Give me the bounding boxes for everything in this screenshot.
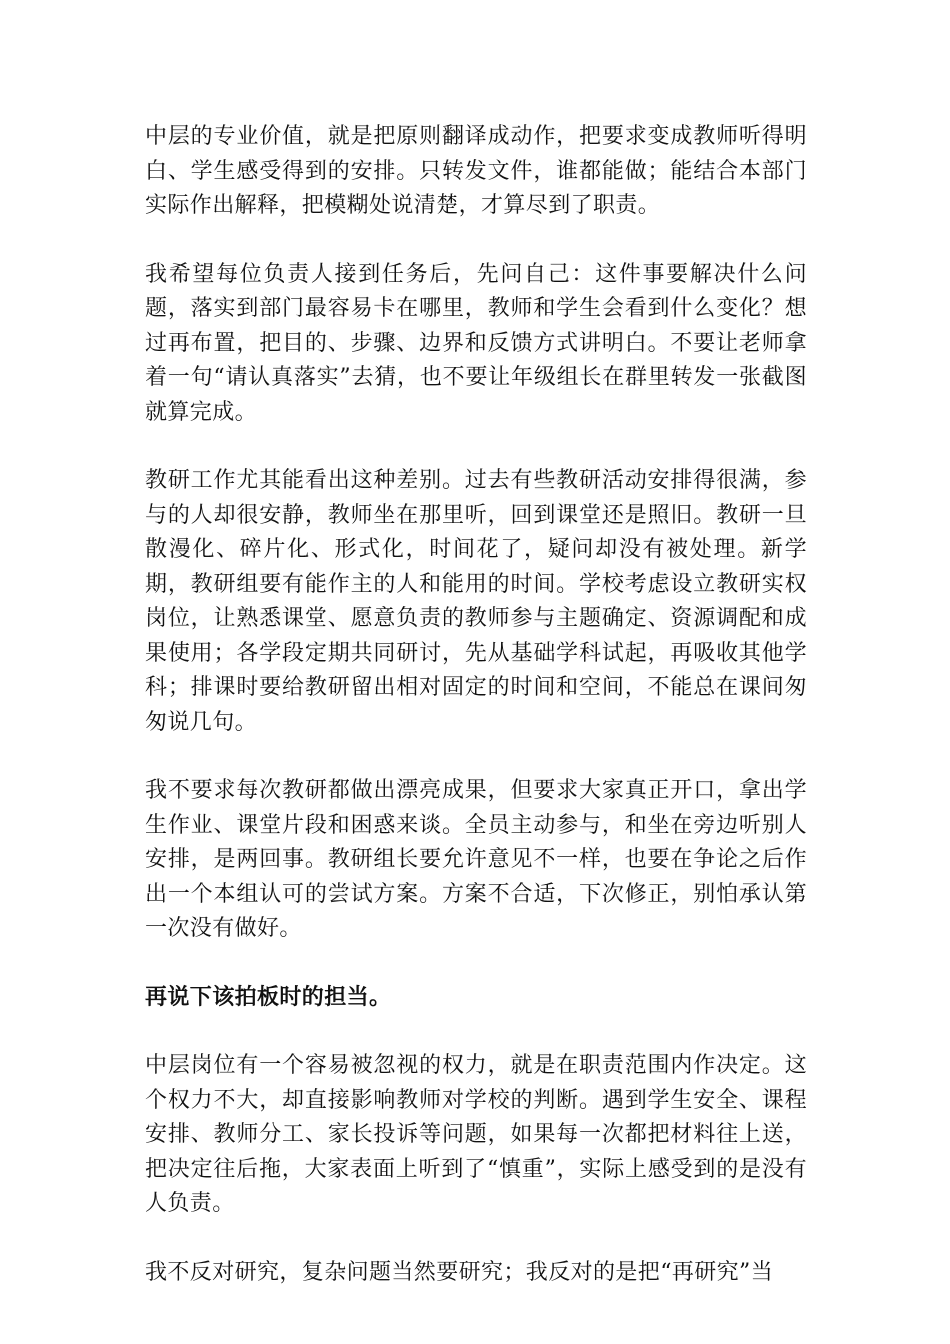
paragraph-further-research: 我不反对研究，复杂问题当然要研究；我反对的是把“再研究”当 — [145, 1259, 774, 1285]
section-heading: 再说下该拍板时的担当。 — [145, 984, 392, 1010]
paragraph-decision-authority: 中层岗位有一个容易被忽视的权力，就是在职责范围内作决定。这个权力不大，却直接影响教师对学校的判断。遇到学生安全、课程安排、教师分工、家长投诉等问题，如果每一次都把材料往上送，把决定往后拖，大家表面上听到了“慎重”，实际上感受到的是没有人负责。 — [145, 1053, 807, 1216]
paragraph-teaching-research: 教研工作尤其能看出这种差别。过去有些教研活动安排得很满，参与的人却很安静，教师坐在那里听，回到课堂还是照旧。教研一旦散漫化、碎片化、形式化，时间花了，疑问却没有被处理。新学期，教研组要有能作主的人和能用的时间。学校考虑设立教研实权岗位，让熟悉课堂、愿意负责的教师参与主题确定、资源调配和成果使用；各学段定期共同研讨，先从基础学科试起，再吸收其他学科；排课时要给教研留出相对固定的时间和空间，不能总在课间匆匆说几句。 — [145, 468, 807, 735]
document-body — [145, 120, 807, 1290]
paragraph-research-participation: 我不要求每次教研都做出漂亮成果，但要求大家真正开口，拿出学生作业、课堂片段和困惑来谈。全员主动参与，和坐在旁边听别人安排，是两回事。教研组长要允许意见不一样，也要在争论之后作出一个本组认可的尝试方案。方案不合适，下次修正，别怕承认第一次没有做好。 — [145, 778, 807, 941]
paragraph-task-questions: 我希望每位负责人接到任务后，先问自己：这件事要解决什么问题，落实到部门最容易卡在哪里，教师和学生会看到什么变化？想过再布置，把目的、步骤、边界和反馈方式讲明白。不要让老师拿着一句“请认真落实”去猜，也不要让年级组长在群里转发一张截图就算完成。 — [145, 261, 807, 425]
paragraph-professional-value: 中层的专业价值，就是把原则翻译成动作，把要求变成教师听得明白、学生感受得到的安排。只转发文件，谁都能做；能结合本部门实际作出解释，把模糊处说清楚，才算尽到了职责。 — [145, 124, 807, 218]
